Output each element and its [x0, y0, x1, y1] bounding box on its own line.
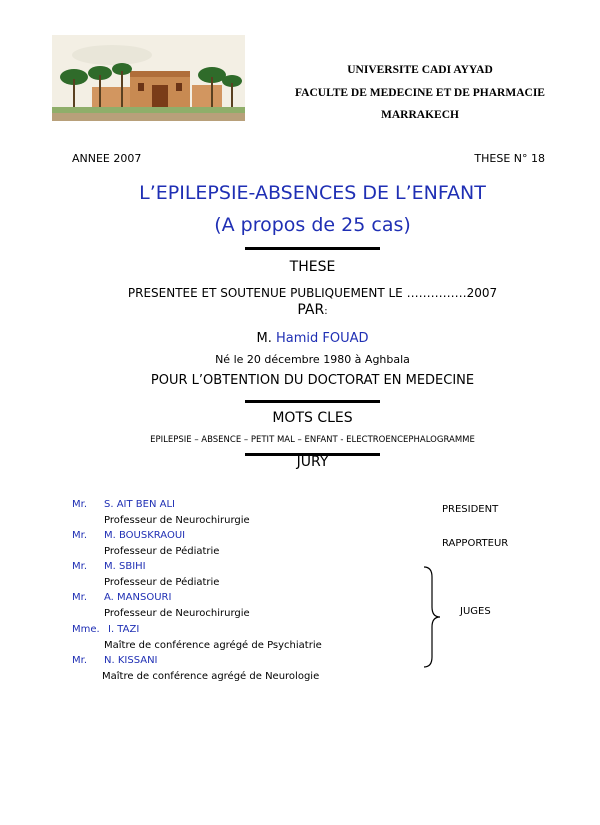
- birth-info: Né le 20 décembre 1980 à Aghbala: [215, 353, 410, 366]
- juges-label: JUGES: [460, 606, 491, 617]
- jury-name: M. SBIHI: [104, 561, 146, 572]
- jury-role: Maître de conférence agrégé de Psychiatrie: [104, 640, 322, 651]
- jury-heading: JURY: [296, 454, 329, 470]
- jury-title: Mr.: [72, 592, 87, 603]
- thesis-number: THESE N° 18: [474, 152, 545, 165]
- author-name: Hamid FOUAD: [275, 331, 369, 346]
- faculty-name: FACULTE DE MEDECINE ET DE PHARMACIE: [295, 87, 545, 99]
- jury-role: Professeur de Pédiatrie: [104, 546, 220, 557]
- jury-name: A. MANSOURI: [104, 592, 172, 603]
- these-heading: THESE: [289, 259, 336, 275]
- par-label: [0, 302, 600, 318]
- jury-role: Professeur de Neurochirurgie: [104, 515, 250, 526]
- divider: [245, 247, 380, 250]
- year: ANNEE 2007: [72, 152, 142, 165]
- divider: [245, 400, 380, 403]
- jury-title: Mr.: [72, 499, 87, 510]
- keywords-text: EPILEPSIE – ABSENCE – PETIT MAL – ENFANT - ELECTROENCEPHALOGRAMME: [150, 435, 475, 445]
- par-text: PAR: [297, 302, 325, 318]
- faculty-building-logo: [52, 35, 245, 121]
- thesis-subtitle: (A propos de 25 cas): [214, 214, 411, 236]
- jury-role: Professeur de Neurochirurgie: [104, 608, 250, 619]
- university-name: UNIVERSITE CADI AYYAD: [347, 64, 493, 76]
- city-name: MARRAKECH: [381, 109, 459, 121]
- president-label: PRESIDENT: [442, 504, 499, 515]
- jury-role: Professeur de Pédiatrie: [104, 577, 220, 588]
- keywords-heading: MOTS CLES: [272, 410, 353, 426]
- jury-name: N. KISSANI: [104, 655, 158, 666]
- jury-name: M. BOUSKRAOUI: [104, 530, 186, 541]
- jury-name: S. AIT BEN ALI: [104, 499, 175, 510]
- jury-title: Mr.: [72, 561, 87, 572]
- jury-title: Mme.: [72, 624, 100, 635]
- purpose-line: POUR L’OBTENTION DU DOCTORAT EN MEDECINE: [150, 373, 475, 388]
- jury-title: Mr.: [72, 530, 87, 541]
- author-prefix: M.: [256, 331, 272, 346]
- par-colon: :: [324, 306, 328, 317]
- curly-brace-icon: [422, 565, 442, 673]
- jury-role: Maître de conférence agrégé de Neurologie: [102, 671, 320, 682]
- thesis-title: L’EPILEPSIE-ABSENCES DE L’ENFANT: [139, 182, 486, 204]
- author-line: [0, 331, 600, 346]
- jury-name: I. TAZI: [108, 624, 140, 635]
- rapporteur-label: RAPPORTEUR: [442, 538, 509, 549]
- presented-line: PRESENTEE ET SOUTENUE PUBLIQUEMENT LE ……………2007: [127, 286, 498, 300]
- jury-title: Mr.: [72, 655, 87, 666]
